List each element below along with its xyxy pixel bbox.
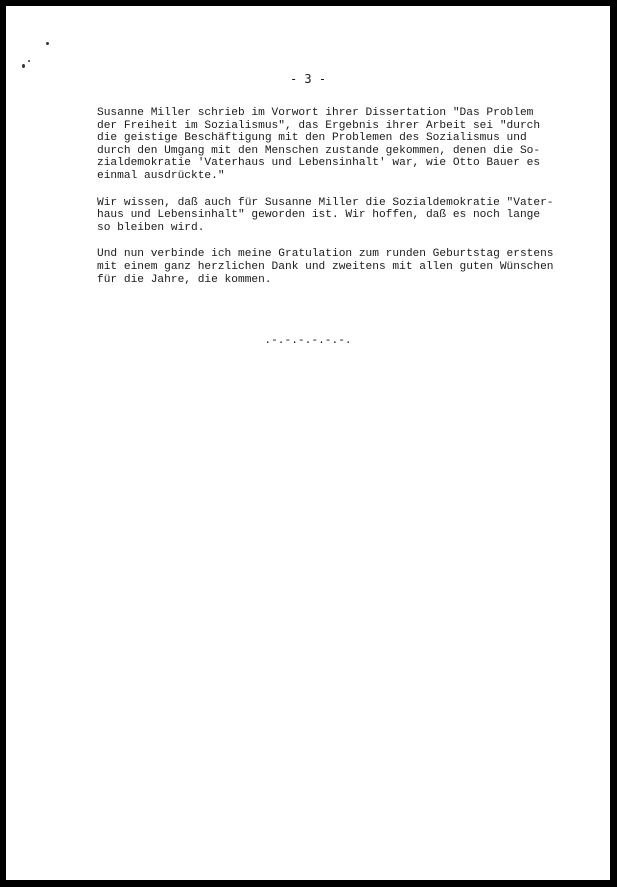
text-line: der Freiheit im Sozialismus", das Ergebnis ihrer Arbeit sei "durch [97,119,541,132]
text-line: durch den Umgang mit den Menschen zustande gekommen, denen die So- [97,144,541,157]
scan-speck [28,60,30,62]
text-line: zialdemokratie 'Vaterhaus und Lebensinhalt' war, wie Otto Bauer es [97,157,541,170]
paragraph-dissertation-quote [97,107,577,183]
text-line: haus und Lebensinhalt" geworden ist. Wir hoffen, daß es noch lange [97,209,541,222]
scan-speck [46,42,49,45]
text-line: Susanne Miller schrieb im Vorwort ihrer Dissertation "Das Problem [97,107,534,119]
document-page [6,6,610,880]
text-line: für die Jahre, die kommen. [97,273,272,286]
paragraph-congratulation [97,248,577,286]
paragraph-we-know [97,197,577,235]
text-line: so bleiben wird. [97,221,205,234]
text-line: mit einem ganz herzlichen Dank und zweitens mit allen guten Wünschen [97,260,554,273]
page-number: - 3 - [289,72,327,86]
text-line: die geistige Beschäftigung mit den Problemen des Sozialismus und [97,132,527,145]
closing-divider: .-.-.-.-.-.-. [264,335,352,347]
text-line: Und nun verbinde ich meine Gratulation zum runden Geburtstag erstens [97,248,554,261]
text-line: einmal ausdrückte." [97,169,225,182]
letter-body [97,107,577,300]
text-line: Wir wissen, daß auch für Susanne Miller die Sozialdemokratie "Vater- [97,196,554,209]
scan-speck [22,64,25,68]
